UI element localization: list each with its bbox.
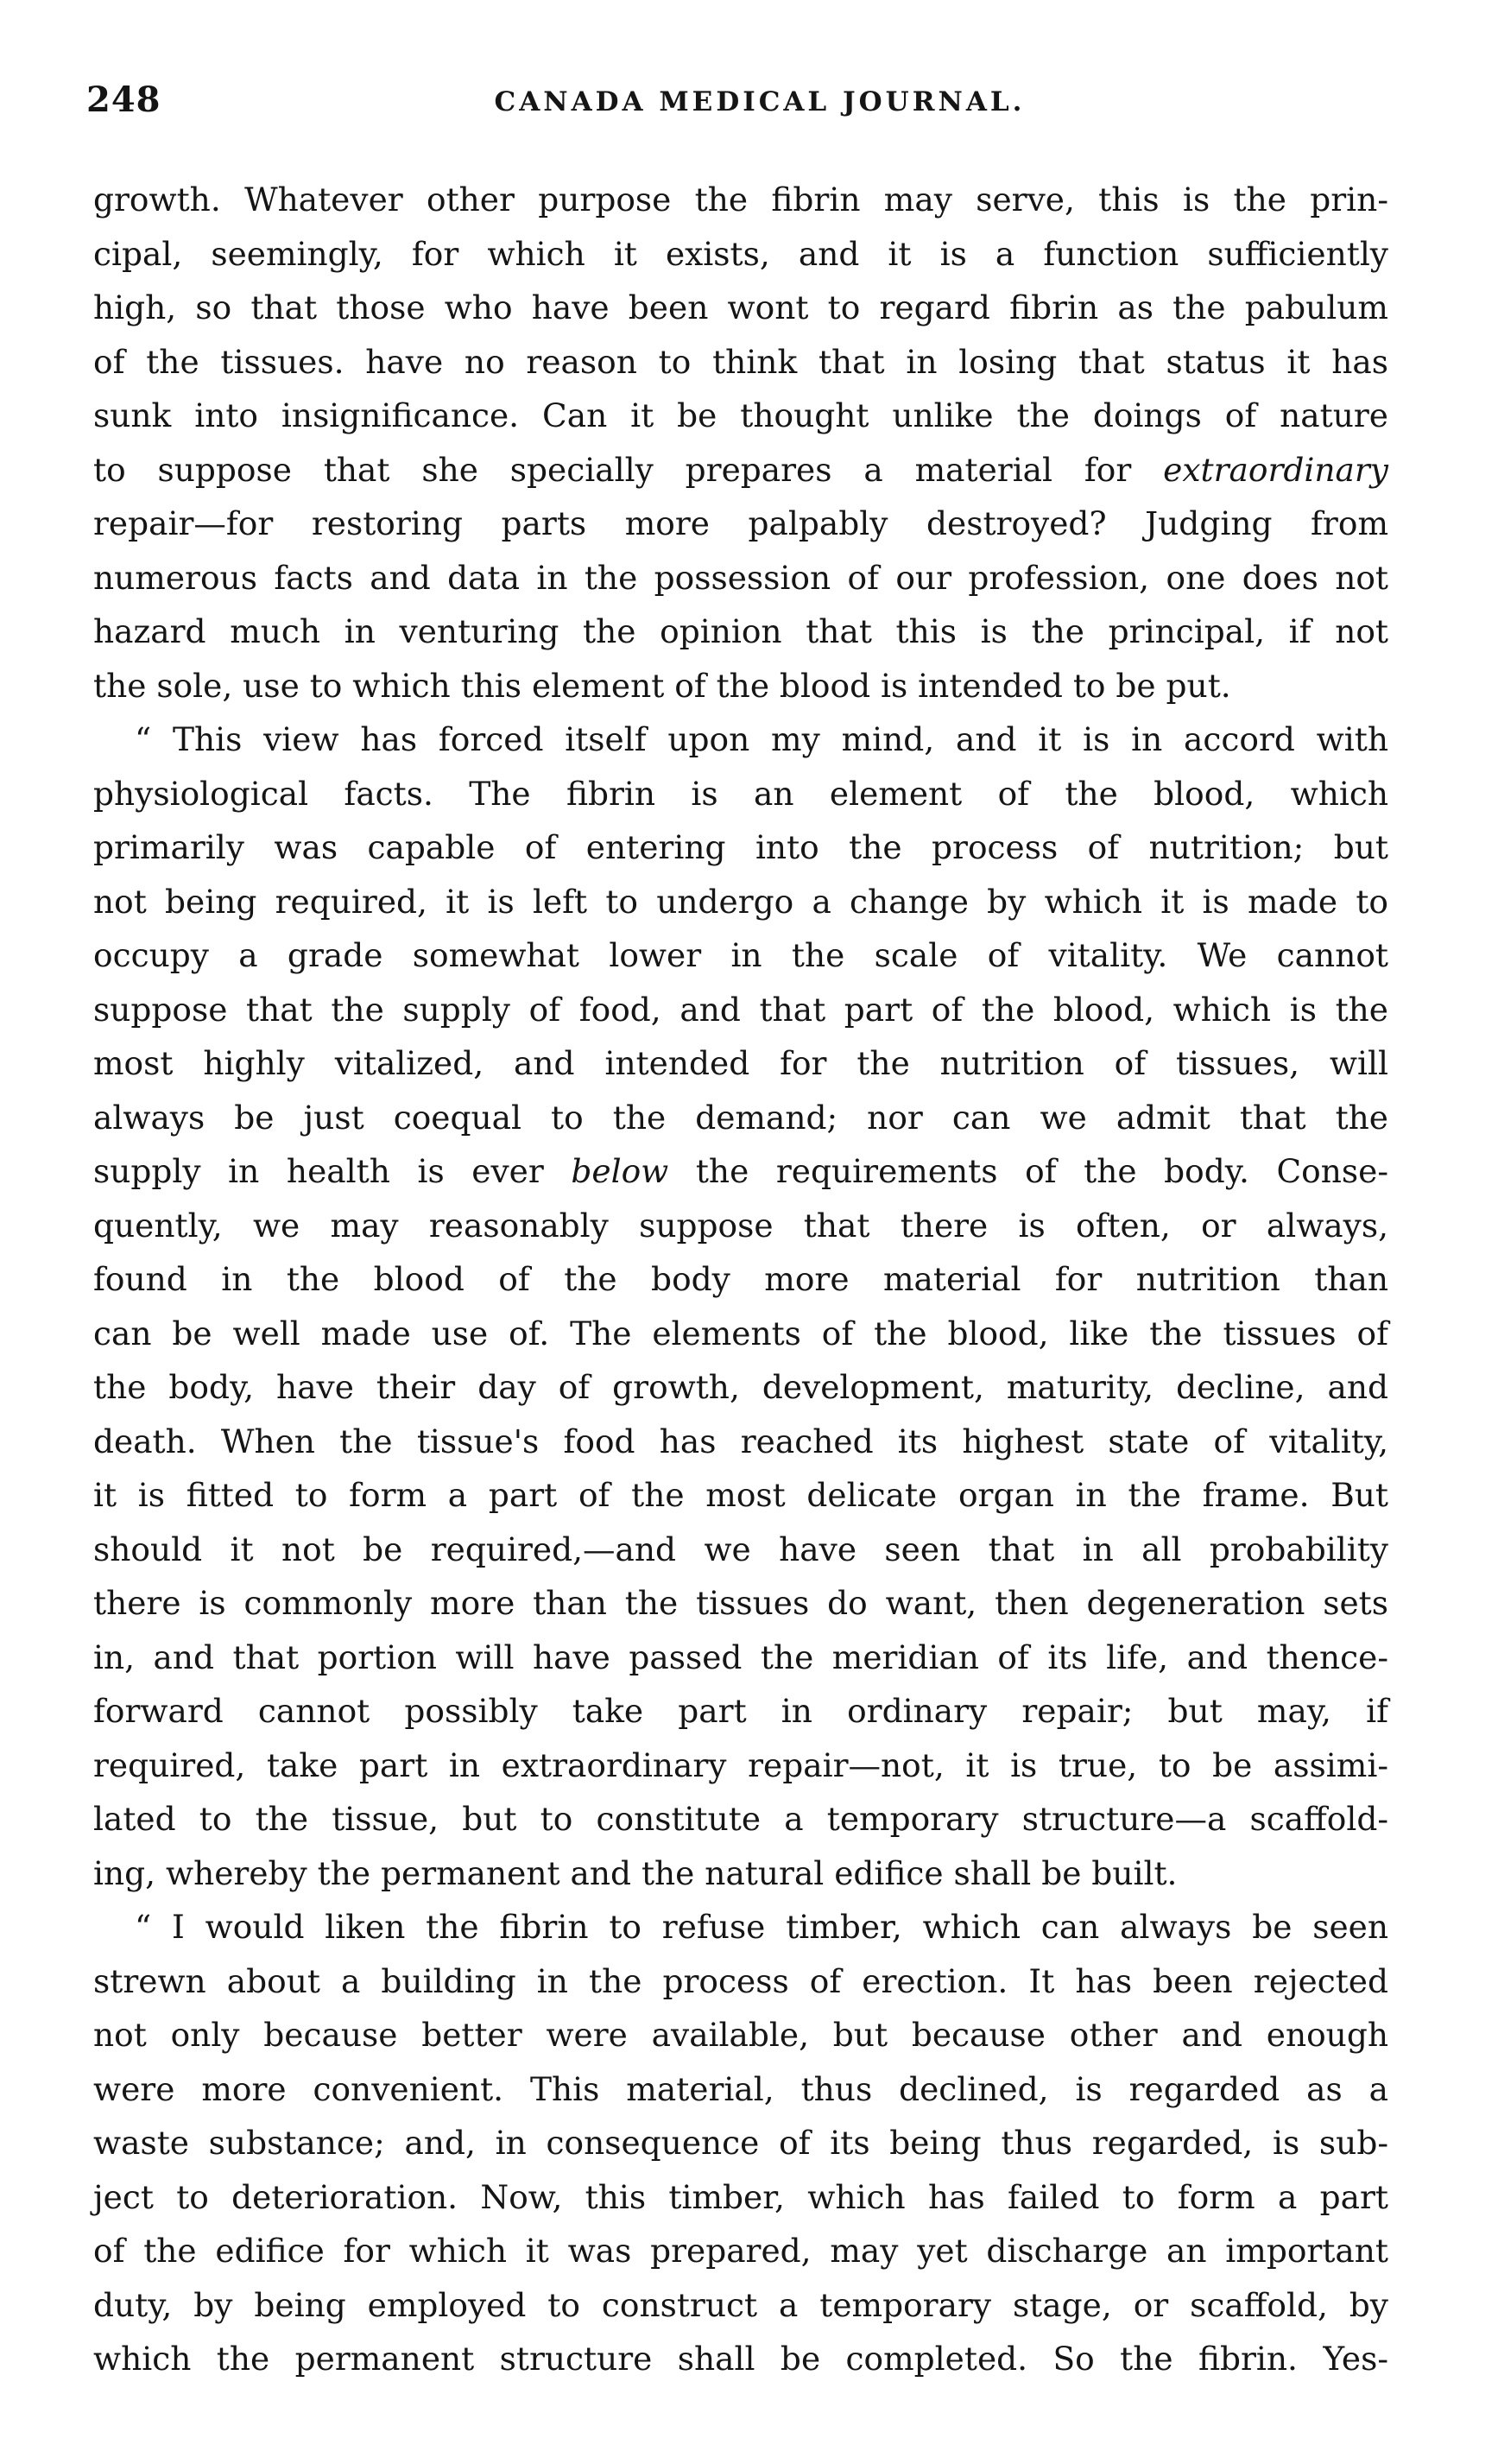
- text-line: “ This view has forced itself upon my mind, and it is in accord with: [135, 720, 1388, 758]
- text-line: numerous facts and data in the possession of our profession, one does not: [93, 558, 1388, 597]
- text-line: sunk into insignificance. Can it be thought unlike the doings of nature: [93, 396, 1388, 434]
- text-line: occupy a grade somewhat lower in the scale of vitality. We cannot: [93, 936, 1388, 974]
- text-line: which the permanent structure shall be completed. So the fibrin. Yes-: [93, 2340, 1388, 2378]
- text-line: to suppose that she specially prepares a material for extraordinary: [93, 450, 1388, 489]
- text-line: required, take part in extraordinary repair—not, it is true, to be assimi-: [93, 1745, 1388, 1784]
- text-line: of the edifice for which it was prepared, may yet discharge an important: [93, 2232, 1388, 2270]
- page-number: 248: [86, 79, 161, 120]
- text-line: the body, have their day of growth, development, maturity, decline, and: [93, 1368, 1388, 1406]
- text-line: ject to deterioration. Now, this timber, which has failed to form a part: [93, 2177, 1388, 2216]
- text-line: high, so that those who have been wont to regard fibrin as the pabulum: [93, 288, 1388, 326]
- text-line: physiological facts. The fibrin is an element of the blood, which: [93, 774, 1388, 813]
- text-line: supply in health is ever below the requirements of the body. Conse-: [93, 1152, 1388, 1190]
- journal-title: CANADA MEDICAL JOURNAL.: [494, 86, 1026, 117]
- text-line: lated to the tissue, but to constitute a temporary structure—a scaffold-: [93, 1800, 1388, 1838]
- text-line: death. When the tissue's food has reached its highest state of vitality,: [93, 1422, 1388, 1460]
- text-line: forward cannot possibly take part in ordinary repair; but may, if: [93, 1692, 1388, 1730]
- body-text: [93, 173, 1388, 2386]
- text-line: “ I would liken the fibrin to refuse timber, which can always be seen: [135, 1908, 1388, 1946]
- text-line: should it not be required,—and we have seen that in all probability: [93, 1530, 1388, 1568]
- italic-word: extraordinary: [1163, 450, 1388, 489]
- text-line: quently, we may reasonably suppose that there is often, or always,: [93, 1206, 1388, 1245]
- text-line: most highly vitalized, and intended for the nutrition of tissues, will: [93, 1044, 1388, 1082]
- text-line: there is commonly more than the tissues do want, then degeneration sets: [93, 1584, 1388, 1622]
- text-line: ing, whereby the permanent and the natural edifice shall be built.: [93, 1853, 1178, 1892]
- text-line: not being required, it is left to undergo a change by which it is made to: [93, 882, 1388, 921]
- text-line: always be just coequal to the demand; nor can we admit that the: [93, 1098, 1388, 1137]
- text-line: found in the blood of the body more material for nutrition than: [93, 1260, 1388, 1298]
- italic-word: below: [571, 1152, 669, 1190]
- text-line: growth. Whatever other purpose the fibrin may serve, this is the prin-: [93, 181, 1388, 219]
- text-line: repair—for restoring parts more palpably destroyed? Judging from: [93, 504, 1388, 542]
- text-line: duty, by being employed to construct a temporary stage, or scaffold, by: [93, 2285, 1388, 2324]
- text-line: waste substance; and, in consequence of its being thus regarded, is sub-: [93, 2124, 1388, 2162]
- text-line: cipal, seemingly, for which it exists, and it is a function sufficiently: [93, 234, 1388, 273]
- text-line: it is fitted to form a part of the most delicate organ in the frame. But: [93, 1476, 1388, 1514]
- text-line: primarily was capable of entering into the process of nutrition; but: [93, 828, 1388, 866]
- text-line: suppose that the supply of food, and that part of the blood, which is the: [93, 990, 1388, 1029]
- text-line: hazard much in venturing the opinion that this is the principal, if not: [93, 612, 1388, 650]
- text-line: not only because better were available, but because other and enough: [93, 2016, 1388, 2054]
- text-line: the sole, use to which this element of the blood is intended to be put.: [93, 666, 1231, 705]
- text-line: can be well made use of. The elements of the blood, like the tissues of: [93, 1314, 1388, 1352]
- text-line: of the tissues. have no reason to think that in losing that status it has: [93, 342, 1388, 381]
- text-line: in, and that portion will have passed the meridian of its life, and thence-: [93, 1637, 1388, 1676]
- text-line: strewn about a building in the process of erection. It has been rejected: [93, 1961, 1388, 2000]
- text-line: were more convenient. This material, thus declined, is regarded as a: [93, 2069, 1388, 2108]
- running-head: [86, 79, 1433, 131]
